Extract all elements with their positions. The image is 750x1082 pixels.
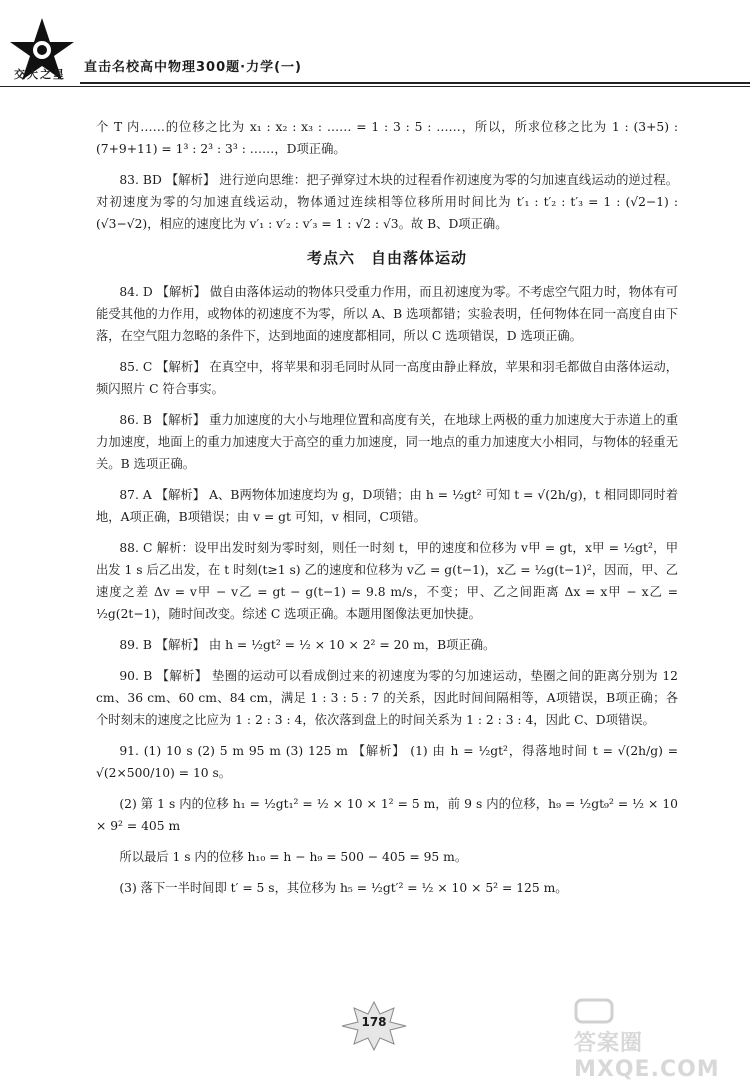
paragraph-83: 83. BD 【解析】 进行逆向思维：把子弹穿过木块的过程看作初速度为零的匀加速直线运动的逆过程。对初速度为零的匀加速直线运动，物体通过连续相等位移所用时间比为 t′₁ : t′₂ : t′₃ = 1 : (√2−1) : (√3−√2)，相应的速度比为 v′₁ : v′₂ : v′₃ = 1 : √2 : √3。故 B、D项正确。	[96, 173, 678, 231]
page-number-badge	[338, 1000, 410, 1052]
paragraph-86: 86. B 【解析】 重力加速度的大小与地理位置和高度有关，在地球上两极的重力加速度大于赤道上的重力加速度，地面上的重力加速度大于高空的重力加速度，同一地点的重力加速度大小相同，与物体的轻重无关。B 选项正确。	[96, 413, 678, 471]
page-body	[96, 116, 678, 908]
paragraph-84: 84. D 【解析】 做自由落体运动的物体只受重力作用，而且初速度为零。不考虑空气阻力时，物体有可能受其他的力作用，或物体的初速度不为零，所以 A、B 选项都错；实验表明，任何物体在同一高度自由下落，在空气阻力忽略的条件下，达到地面的速度都相同，所以 C 选项错误，D 选项正确。	[96, 285, 678, 343]
header-divider-thin	[0, 86, 750, 87]
section-heading: 考点六 自由落体运动	[306, 249, 467, 267]
page-header	[0, 0, 750, 92]
header-divider	[80, 82, 750, 84]
paragraph-87: 87. A 【解析】 A、B两物体加速度均为 g，D项错；由 h = ½gt² 可知 t = √(2h/g)，t 相同即同时着地，A项正确，B项错误；由 v = gt 可知，v 相同，C项错。	[96, 488, 678, 524]
watermark	[570, 996, 740, 1082]
paragraph-91: 91. (1) 10 s (2) 5 m 95 m (3) 125 m 【解析】 (1) 由 h = ½gt²，得落地时间 t = √(2h/g) = √(2×500/10) = 10 s。	[96, 744, 678, 780]
page-number: 178	[361, 1015, 387, 1029]
paragraph-82-continued: 个 T 内……的位移之比为 x₁ : x₂ : x₃ : …… = 1 : 3 : 5 : ……，所以，所求位移之比为 1 : (3+5) : (7+9+11) = 1³ : 2³ : 3³ : ……，D项正确。	[96, 120, 678, 156]
watermark-logo-icon	[574, 996, 614, 1026]
paragraph-85: 85. C 【解析】 在真空中，将苹果和羽毛同时从同一高度由静止释放，苹果和羽毛都做自由落体运动，频闪照片 C 符合事实。	[96, 360, 678, 396]
watermark-text: 答案圈 MXQE.COM	[574, 1031, 720, 1082]
paragraph-88: 88. C 解析：设甲出发时刻为零时刻，则任一时刻 t，甲的速度和位移为 v甲 = gt，x甲 = ½gt²，甲出发 1 s 后乙出发，在 t 时刻(t≥1 s) 乙的速度和位移为 v乙 = g(t−1)，x乙 = ½g(t−1)²，因而，甲、乙速度之差 Δv = v甲 − v乙 = gt − g(t−1) = 9.8 m/s，不变；甲、乙之间距离 Δx = x甲 − x乙 = ½g(2t−1)，随时间改变。综述 C 选项正确。本题用图像法更加快捷。	[96, 541, 678, 621]
paragraph-91-part2: (2) 第 1 s 内的位移 h₁ = ½gt₁² = ½ × 10 × 1² = 5 m，前 9 s 内的位移，h₉ = ½gt₉² = ½ × 10 × 9² = 405 m	[96, 797, 678, 833]
paragraph-91-part2-result: 所以最后 1 s 内的位移 h₁₀ = h − h₉ = 500 − 405 = 95 m。	[119, 850, 468, 864]
book-title: 直击名校高中物理300题·力学(一)	[84, 60, 302, 75]
brand-name: 交大之星	[14, 68, 66, 81]
paragraph-91-part3: (3) 落下一半时间即 t′ = 5 s，其位移为 h₅ = ½gt′² = ½ × 10 × 5² = 125 m。	[119, 881, 568, 895]
paragraph-90: 90. B 【解析】 垫圈的运动可以看成倒过来的初速度为零的匀加速运动，垫圈之间的距离分别为 12 cm、36 cm、60 cm、84 cm，满足 1 : 3 : 5 : 7 的关系，因此时间间隔相等，A项错误，B项正确；各个时刻末的速度之比应为 1 : 2 : 3 : 4，依次落到盘上的时间关系为 1 : 2 : 3 : 4，因此 C、D项错误。	[96, 669, 678, 727]
paragraph-89: 89. B 【解析】 由 h = ½gt² = ½ × 10 × 2² = 20 m，B项正确。	[119, 638, 496, 652]
